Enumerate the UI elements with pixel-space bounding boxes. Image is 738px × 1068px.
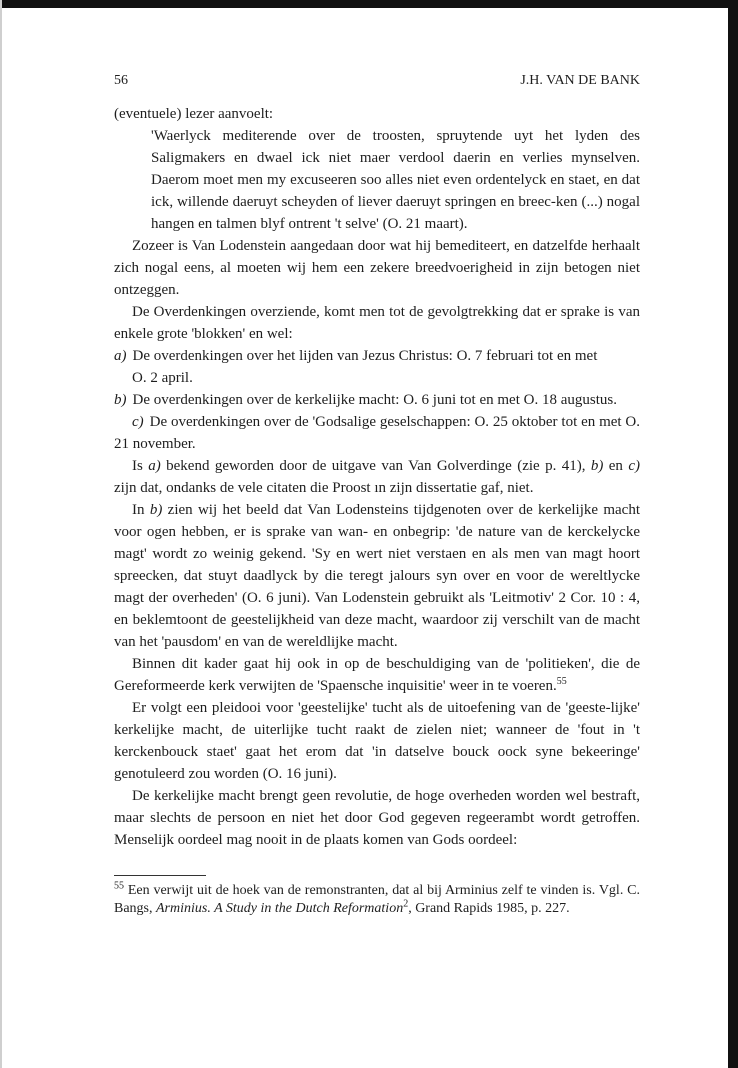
list-item-b <box>114 389 640 411</box>
list-marker-b: b) <box>114 392 127 408</box>
paragraph-zozeer: Zozeer is Van Lodenstein aangedaan door wat hij bemediteert, en datzelfde herhaalt zich nogal eens, al moeten wij hem een zekere breedvoerigheid in zijn betogen niet ontzeggen. <box>114 238 640 298</box>
scan-right-edge <box>728 0 738 1068</box>
list-text-a-continuation: O. 2 april. <box>132 370 193 386</box>
page-number: 56 <box>114 73 128 88</box>
paragraph-intro: (eventuele) lezer aanvoelt: <box>114 106 274 122</box>
list-marker-c: c) <box>132 414 144 430</box>
paragraph-in-b: In b) zien wij het beeld dat Van Lodensteins tijdgenoten over de kerkelijke macht voor ogen hebben, er is sprake van wan- en onbegrip: 'de nature van de kerckelycke magt' wordt zo weinig gekend. 'Sy en wert niet verstaen en als men van magt hoort spreecken, dat stuyt daadlyck by die teregt jalours syn over en voor de wereltlycke magt der overheden' (O. 6 juni). Van Lodenstein gebruikt als 'Leitmotiv' 2 Cor. 10 : 4, en beklemtoont de geestelijkheid van deze macht, waardoor zij verschilt van de macht van het 'pausdom' en van de wereldlijke macht. <box>114 502 640 650</box>
list-item-c <box>114 411 640 455</box>
paragraph-overdenkingen: De Overdenkingen overziende, komt men tot de gevolgtrekking dat er sprake is van enkele grote 'blokken' en wel: <box>114 304 640 342</box>
footnote-separator <box>114 875 206 876</box>
running-header <box>114 70 640 92</box>
list-text-c: De overdenkingen over de 'Godsalige geselschappen: O. 25 oktober tot en met O. 21 november. <box>114 414 640 452</box>
paragraph-is: Is a) bekend geworden door de uitgave van Van Golverdinge (zie p. 41), b) en c) zijn dat, ondanks de vele citaten die Proost ın zijn dissertatie gaf, niet. <box>114 458 640 496</box>
block-quote: 'Waerlyck mediterende over de troosten, spruytende uyt het lyden des Saligmakers en dwael ick niet maer verdool daerin en verlies mynselven. Daerom moet men my excuseeren soo alles niet even ordentelyck en staet, en dat ick, willende daeruyt scheyden of liever daeruyt springen en breec-ken (...) nogal hangen en talmen blyf ontrent 't selve' (O. 21 maart). <box>151 128 640 232</box>
footnote: $^{55}$ Een verwijt uit de hoek van de remonstranten, dat al bij Arminius zelf te vinden is. Vgl. C. Bangs, Arminius. A Study in the Dutch Reformation$^2$, Grand Rapids 1985, p. 227. <box>114 880 640 916</box>
paragraph-er-volgt: Er volgt een pleidooi voor 'geestelijke' tucht als de uitoefening van de 'geeste-lijke' kerkelijke macht, de uiterlijke tucht raakt de zielen niet; wanneer de 'fout in 't kerckenbouck staet' gaat het erom dat 'in datselve bouck oock syne bekeeringe' genotuleerd zou worden (O. 16 juni). <box>114 700 640 782</box>
scan-left-edge <box>0 0 2 1068</box>
scan-top-edge <box>0 0 738 8</box>
footnote-reference: 55 <box>556 676 567 687</box>
running-head: J.H. VAN DE BANK <box>520 73 640 88</box>
book-page <box>114 70 640 918</box>
list-text-b: De overdenkingen over de kerkelijke macht: O. 6 juni tot en met O. 18 augustus. <box>132 392 617 408</box>
paragraph-de-kerkelijke: De kerkelijke macht brengt geen revolutie, de hoge overheden worden wel bestraft, maar slechts de persoon en niet het door God gegeven regeerambt wordt getroffen. Menselijk oordeel mag nooit in de plaats komen van Gods oordeel: <box>114 788 640 848</box>
footnote-number: 55 <box>114 880 124 892</box>
list-item-a <box>114 345 640 367</box>
list-marker-a: a) <box>114 348 127 364</box>
paragraph-binnen: Binnen dit kader gaat hij ook in op de beschuldiging van de 'politieken', die de Gereformeerde kerk verwijten de 'Spaensche inquisitie' weer in te voeren.$^{55}$ <box>114 656 640 694</box>
list-text-a: De overdenkingen over het lijden van Jezus Christus: O. 7 februari tot en met <box>132 348 598 364</box>
